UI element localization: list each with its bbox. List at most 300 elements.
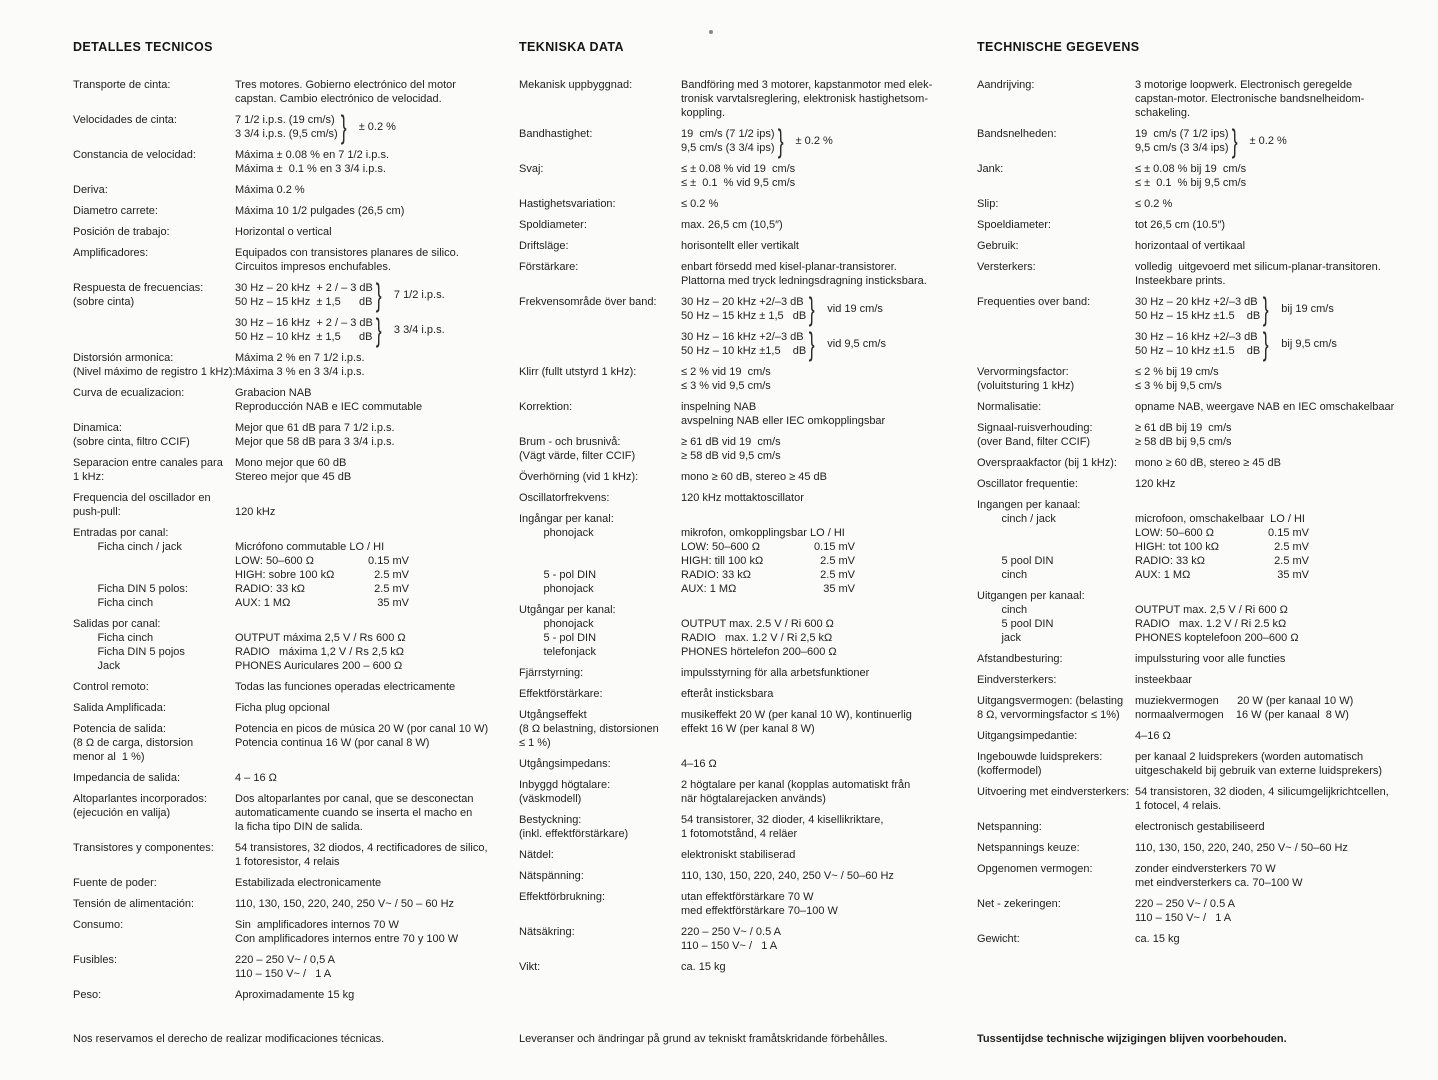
spec-label <box>977 295 1135 358</box>
spec-row <box>73 792 505 834</box>
spec-label-line: Salidas por canal: <box>73 618 161 630</box>
spec-row <box>519 491 963 505</box>
spec-value-left: AUX: 1 MΩ <box>1135 569 1191 581</box>
spec-label <box>977 897 1135 925</box>
spec-label <box>73 953 235 981</box>
spec-value-right: 35 mV <box>823 583 855 595</box>
spec-label <box>977 218 1135 232</box>
spec-value-line: 19 cm/s (7 1/2 ips) <box>1135 128 1229 140</box>
spec-value-line: capstan. Cambio electrónico de velocidad. <box>235 93 442 105</box>
spec-value-line: impulsstyrning för alla arbetsfunktioner <box>681 667 870 679</box>
spec-value-line: Mono mejor que 60 dB <box>235 457 347 469</box>
spec-label <box>519 260 681 288</box>
spec-value-line: Stereo mejor que 45 dB <box>235 471 352 483</box>
spec-row <box>73 225 505 239</box>
spec-label <box>519 813 681 841</box>
spec-label-line: Korrektion: <box>519 401 573 413</box>
spec-label-line: Posición de trabajo: <box>73 226 170 238</box>
spec-value <box>1135 477 1433 491</box>
spec-value-line: 110, 130, 150, 220, 240, 250 V~ / 50 – 60 Hz <box>235 898 455 910</box>
spec-row <box>519 778 963 806</box>
spec-row <box>73 421 505 449</box>
spec-label <box>519 869 681 883</box>
spec-row <box>73 386 505 414</box>
spec-label-line: Bestyckning: <box>519 814 582 826</box>
spec-label-line: Velocidades de cinta: <box>73 114 177 126</box>
spec-value-line: 4–16 Ω <box>681 758 717 770</box>
spec-value <box>235 421 505 449</box>
spec-value-line: 3 3/4 i.p.s. (9,5 cm/s) <box>235 128 338 140</box>
spec-row <box>519 960 963 974</box>
spec-row <box>519 260 963 288</box>
spec-value-line: 50 Hz – 10 kHz ±1.5 dB <box>1135 345 1261 357</box>
spec-label-line: (koffermodel) <box>977 765 1042 777</box>
spec-row <box>977 456 1433 470</box>
spec-row <box>73 701 505 715</box>
spec-value <box>681 666 963 680</box>
spec-label-line: Effektförstärkare: <box>519 688 603 700</box>
spec-label-line: Netspanning: <box>977 821 1042 833</box>
spec-value <box>681 512 963 596</box>
spec-value-line: 4 – 16 Ω <box>235 772 277 784</box>
spec-label <box>73 386 235 414</box>
spec-value <box>1135 162 1433 190</box>
spec-label-line: Ingebouwde luidsprekers: <box>977 751 1103 763</box>
value-brace-group <box>681 123 963 159</box>
spec-value <box>235 246 505 274</box>
value-brace-group <box>235 109 505 145</box>
brace-side-label: ± 0.2 % <box>1249 135 1287 147</box>
spec-value-line: Máxima ± 0.08 % en 7 1/2 i.p.s. <box>235 149 389 161</box>
spec-value-line: OUTPUT max. 2.5 V / Ri 600 Ω <box>681 618 834 630</box>
spec-value <box>1135 750 1433 778</box>
spec-value-line: zonder eindversterkers 70 W <box>1135 863 1276 875</box>
spec-value <box>1135 123 1433 159</box>
spec-value-line: opname NAB, weergave NAB en IEC omschakelbaar <box>1135 401 1395 413</box>
spec-label <box>519 470 681 484</box>
spec-value-line: 30 Hz – 16 kHz +2/–3 dB <box>1135 331 1258 343</box>
spec-label-line: Effektförbrukning: <box>519 891 606 903</box>
spec-value-line: OUTPUT max. 2,5 V / Ri 600 Ω <box>1135 604 1288 616</box>
spec-value-line: 50 Hz – 10 kHz ±1,5 dB <box>681 345 807 357</box>
spec-value <box>681 869 963 883</box>
spec-label-line: Inbyggd högtalare: <box>519 779 611 791</box>
spec-label <box>519 890 681 918</box>
spec-value <box>681 603 963 659</box>
spec-value <box>681 925 963 953</box>
spec-label-line: Overspraakfactor (bij 1 kHz): <box>977 457 1117 469</box>
spec-value <box>235 386 505 414</box>
spec-value <box>1135 218 1433 232</box>
spec-row <box>977 589 1433 645</box>
spec-value <box>1135 589 1433 645</box>
spec-label <box>519 960 681 974</box>
spec-label <box>977 421 1135 449</box>
spec-value-line <box>235 617 505 631</box>
spec-label-line: Ficha DIN 5 polos: <box>73 583 188 595</box>
spec-label <box>73 204 235 218</box>
spec-value-line: 120 kHz <box>235 506 276 518</box>
spec-label-line: Constancia de velocidad: <box>73 149 196 161</box>
spec-label-line: (sobre cinta) <box>73 296 135 308</box>
spec-value <box>681 491 963 505</box>
spec-value-line: Máxima 0.2 % <box>235 184 305 196</box>
spec-value-line: Máxima 2 % en 7 1/2 i.p.s. <box>235 352 365 364</box>
spec-label <box>977 365 1135 393</box>
spec-value <box>1135 897 1433 925</box>
spec-label <box>73 988 235 1002</box>
spec-label-line: phonojack <box>519 527 594 539</box>
spec-value <box>235 183 505 197</box>
spec-label-line: Fuente de poder: <box>73 877 157 889</box>
spec-value-line: mono ≥ 60 dB, stereo ≥ 45 dB <box>1135 457 1281 469</box>
spec-label-line: Ficha cinch / jack <box>73 541 182 553</box>
spec-value-line: Grabacion NAB <box>235 387 312 399</box>
spec-label-line: Fusibles: <box>73 954 118 966</box>
spec-row <box>519 603 963 659</box>
spec-value-line: 30 Hz – 20 kHz + 2 / – 3 dB <box>235 282 373 294</box>
footer-note-spanish: Nos reservamos el derecho de realizar modificaciones técnicas. <box>73 1033 385 1045</box>
brace-lines <box>235 281 373 309</box>
spec-value-line: 110 – 150 V~ / 1 A <box>1135 912 1232 924</box>
spec-label-line: Frekvensområde över band: <box>519 296 657 308</box>
spec-value-line: Ficha plug opcional <box>235 702 330 714</box>
spec-value-line: 54 transistores, 32 diodos, 4 rectificadores de silico, <box>235 842 488 854</box>
spec-value-line: mikrofon, omkopplingsbar LO / HI <box>681 527 845 539</box>
spec-value-line: microfoon, omschakelbaar LO / HI <box>1135 513 1305 525</box>
value-brace-group <box>235 312 505 348</box>
spec-label-line: 5 - pol DIN <box>519 569 597 581</box>
spec-value-right: 2.5 mV <box>820 555 855 567</box>
brace-icon: } <box>1262 326 1269 362</box>
spec-label-line: (over Band, filter CCIF) <box>977 436 1091 448</box>
spec-value-line: ≤ 3 % vid 9,5 cm/s <box>681 380 771 392</box>
spec-label-line: Ficha cinch <box>73 632 154 644</box>
brace-side-label: vid 9,5 cm/s <box>827 338 886 350</box>
spec-value <box>1135 78 1433 120</box>
spec-value <box>681 239 963 253</box>
spec-label <box>977 239 1135 253</box>
spec-row <box>977 694 1433 722</box>
spec-row <box>73 897 505 911</box>
spec-label-line: cinch <box>977 569 1028 581</box>
spec-label <box>73 701 235 715</box>
spec-value-line: 50 Hz – 15 kHz ±1.5 dB <box>1135 310 1261 322</box>
spec-label-line: Consumo: <box>73 919 124 931</box>
spec-row <box>73 109 505 145</box>
spec-value-line: capstan-motor. Electronische bandsnelheidom- <box>1135 93 1365 105</box>
spec-label-line <box>977 526 1135 540</box>
scan-speck <box>709 30 713 34</box>
spec-label-line: Net - zekeringen: <box>977 898 1061 910</box>
spec-value-line: 3 motorige loopwerk. Electronisch geregelde <box>1135 79 1353 91</box>
spec-row <box>977 218 1433 232</box>
footer-note-dutch: Tussentijdse technische wijzigingen blijven voorbehouden. <box>977 1033 1287 1045</box>
spec-label-line: Salida Amplificada: <box>73 702 166 714</box>
spec-label-line: phonojack <box>519 583 594 595</box>
spec-label-line: Respuesta de frecuencias: <box>73 282 204 294</box>
spec-value <box>1135 673 1433 687</box>
spec-value-left: LOW: 50–600 Ω <box>681 541 760 553</box>
spec-value-left: LOW: 50–600 Ω <box>235 555 314 567</box>
brace-side-label: bij 19 cm/s <box>1281 303 1334 315</box>
spec-row <box>73 722 505 764</box>
spec-label-line: Afstandbesturing: <box>977 653 1063 665</box>
spec-label-line: cinch <box>977 604 1028 616</box>
spec-value-line: 1 fotoresistor, 4 relais <box>235 856 340 868</box>
spec-label-line: Curva de ecualizacion: <box>73 387 185 399</box>
spec-value <box>235 841 505 869</box>
spec-label <box>73 183 235 197</box>
spec-value <box>681 960 963 974</box>
spec-value-right: 2.5 mV <box>820 569 855 581</box>
spec-label <box>73 491 235 519</box>
spec-row <box>73 351 505 379</box>
spec-row <box>977 421 1433 449</box>
spec-value-line: 30 Hz – 20 kHz +2/–3 dB <box>1135 296 1258 308</box>
brace-icon: } <box>340 109 347 145</box>
spec-label-line: Netspannings keuze: <box>977 842 1080 854</box>
spec-value-line: 220 – 250 V~ / 0.5 A <box>1135 898 1235 910</box>
spec-value-line: när högtalarejacken används) <box>681 793 826 805</box>
spec-value <box>681 708 963 750</box>
spec-value-line: ≤ ± 0.08 % vid 19 cm/s <box>681 163 796 175</box>
spec-label <box>73 148 235 176</box>
spec-value-left: AUX: 1 MΩ <box>681 583 737 595</box>
spec-row <box>73 204 505 218</box>
spec-label <box>519 603 681 659</box>
brace-lines <box>1135 127 1229 155</box>
spec-label-line: Ingangen per kanaal: <box>977 499 1081 511</box>
spec-label-line: Eindversterkers: <box>977 674 1057 686</box>
spec-row <box>73 277 505 348</box>
spec-value-line: 30 Hz – 16 kHz + 2 / – 3 dB <box>235 317 373 329</box>
spec-label-line: menor al 1 %) <box>73 751 145 763</box>
spec-row <box>977 162 1433 190</box>
spec-label <box>977 785 1135 813</box>
spec-value <box>235 771 505 785</box>
spec-label-line: Bandhastighet: <box>519 128 593 140</box>
spec-value-left: RADIO: 33 kΩ <box>235 583 305 595</box>
spec-label-line: Uitgangsvermogen: (belasting <box>977 695 1124 707</box>
spec-value-line: max. 26,5 cm (10,5″) <box>681 219 783 231</box>
spec-value-line: Estabilizada electronicamente <box>235 877 382 889</box>
spec-row <box>977 841 1433 855</box>
spec-value-line: ≤ 3 % bij 9,5 cm/s <box>1135 380 1222 392</box>
spec-label <box>519 162 681 190</box>
spec-value <box>235 204 505 218</box>
spec-value-line: Insteekbare prints. <box>1135 275 1226 287</box>
spec-label <box>977 694 1135 722</box>
spec-value-line <box>681 512 963 526</box>
value-brace-group <box>1135 326 1433 362</box>
spec-value-line: Máxima ± 0.1 % en 3 3/4 i.p.s. <box>235 163 386 175</box>
spec-row <box>977 729 1433 743</box>
spec-row <box>977 498 1433 582</box>
spec-row <box>977 477 1433 491</box>
spec-row <box>519 848 963 862</box>
spec-label <box>73 281 235 344</box>
spec-value <box>235 680 505 694</box>
spec-label <box>519 127 681 155</box>
spec-label-line: Tensión de alimentación: <box>73 898 195 910</box>
spec-value <box>681 813 963 841</box>
spec-label-line: Spoldiameter: <box>519 219 587 231</box>
spec-label-line: Hastighetsvariation: <box>519 198 616 210</box>
spec-label-line: Oscillatorfrekvens: <box>519 492 610 504</box>
spec-label-line: (8 Ω de carga, distorsion <box>73 737 194 749</box>
spec-row <box>519 666 963 680</box>
spec-value-line: met eindversterkers ca. 70–100 W <box>1135 877 1303 889</box>
spec-label <box>519 757 681 771</box>
spec-row <box>519 470 963 484</box>
spec-value <box>1135 400 1433 414</box>
spec-label-line: Ingångar per kanal: <box>519 513 614 525</box>
spec-label <box>977 260 1135 288</box>
spec-label-line: Nätsäkring: <box>519 926 575 938</box>
spec-label <box>73 526 235 610</box>
spec-value-line: Plattorna med tryck ledningsdragning insticksbara. <box>681 275 927 287</box>
spec-value <box>681 218 963 232</box>
brace-side-label: ± 0.2 % <box>795 135 833 147</box>
spec-value-line: 1 fotomotstånd, 4 reläer <box>681 828 798 840</box>
spec-value-line: 220 – 250 V~ / 0,5 A <box>235 954 335 966</box>
spec-label <box>519 197 681 211</box>
spec-value-line: ≤ 2 % bij 19 cm/s <box>1135 366 1219 378</box>
spec-value <box>1135 498 1433 582</box>
spec-value-line <box>235 582 505 596</box>
spec-value-line: Equipados con transistores planares de silico. <box>235 247 459 259</box>
spec-value-line: ≤ ± 0.1 % vid 9,5 cm/s <box>681 177 796 189</box>
spec-value-line: ≥ 61 dB vid 19 cm/s <box>681 436 781 448</box>
spec-value-line: 110, 130, 150, 220, 240, 250 V~ / 50–60 Hz <box>681 870 894 882</box>
spec-label-line: Slip: <box>977 198 999 210</box>
spec-label <box>977 456 1135 470</box>
spec-value-left: HIGH: sobre 100 kΩ <box>235 569 335 581</box>
spec-value-line: 220 – 250 V~ / 0.5 A <box>681 926 781 938</box>
spec-label-line: Diametro carrete: <box>73 205 158 217</box>
spec-value-line: Potencia en picos de música 20 W (por canal 10 W) <box>235 723 489 735</box>
brace-side-label: vid 19 cm/s <box>827 303 883 315</box>
spec-row <box>519 687 963 701</box>
spec-value-line: 110 – 150 V~ / 1 A <box>681 940 778 952</box>
value-brace-group <box>681 291 963 327</box>
spec-label <box>73 113 235 141</box>
spec-value-line <box>1135 498 1433 512</box>
spec-label-line: Altoparlantes incorporados: <box>73 793 207 805</box>
spec-label-line: Peso: <box>73 989 102 1001</box>
spec-value-line: ≤ ± 0.1 % bij 9,5 cm/s <box>1135 177 1247 189</box>
spec-row <box>977 197 1433 211</box>
spec-value-left: RADIO: 33 kΩ <box>681 569 751 581</box>
spec-rows-dutch <box>977 78 1433 946</box>
spec-row <box>977 78 1433 120</box>
spec-value-left: HIGH: till 100 kΩ <box>681 555 764 567</box>
brace-icon: } <box>1231 123 1238 159</box>
spec-value-line: 50 Hz – 15 kHz ± 1,5 dB <box>681 310 807 322</box>
spec-row <box>519 239 963 253</box>
spec-row <box>977 123 1433 159</box>
spec-value-line <box>235 526 505 540</box>
spec-row <box>977 260 1433 288</box>
spec-label-line: Potencia de salida: <box>73 723 166 735</box>
spec-value-line <box>235 596 505 610</box>
spec-value <box>235 617 505 673</box>
spec-value <box>681 778 963 806</box>
spec-label <box>73 918 235 946</box>
spec-label <box>73 456 235 484</box>
spec-row <box>73 953 505 981</box>
spec-value-line: ≥ 58 dB vid 9,5 cm/s <box>681 450 781 462</box>
spec-value-line: elektroniskt stabiliserad <box>681 849 796 861</box>
spec-label <box>519 848 681 862</box>
spec-value <box>681 435 963 463</box>
spec-label-line: telefonjack <box>519 646 597 658</box>
spec-value-line: electronisch gestabiliseerd <box>1135 821 1265 833</box>
spec-value <box>681 162 963 190</box>
spec-value <box>1135 197 1433 211</box>
spec-value <box>235 78 505 106</box>
spec-value <box>235 526 505 610</box>
spec-row <box>519 869 963 883</box>
spec-label-line: Brum - och brusnivå: <box>519 436 621 448</box>
spec-value <box>235 148 505 176</box>
spec-label <box>519 491 681 505</box>
brace-icon: } <box>808 291 815 327</box>
brace-icon: } <box>808 326 815 362</box>
spec-value-line: ≤ ± 0.08 % bij 19 cm/s <box>1135 163 1247 175</box>
spec-label <box>977 820 1135 834</box>
spec-label-line: Spoeldiameter: <box>977 219 1051 231</box>
spec-value-left: LOW: 50–600 Ω <box>1135 527 1214 539</box>
spec-value <box>1135 365 1433 393</box>
spec-value <box>681 123 963 159</box>
spec-label <box>519 295 681 358</box>
spec-label <box>977 729 1135 743</box>
spec-label <box>977 400 1135 414</box>
spec-value-line: Aproximadamente 15 kg <box>235 989 355 1001</box>
spec-row <box>73 918 505 946</box>
spec-value-line: tronisk varvtalsreglering, elektronisk hastighetsom- <box>681 93 928 105</box>
spec-value-right: 2.5 mV <box>374 569 409 581</box>
spec-value-line: ≥ 58 dB bij 9,5 cm/s <box>1135 436 1232 448</box>
spec-label <box>73 351 235 379</box>
spec-value-line: uitgeschakeld bij gebruik van externe luidsprekers) <box>1135 765 1383 777</box>
spec-value-line: ≤ 0.2 % <box>1135 198 1173 210</box>
brace-lines <box>681 295 806 323</box>
spec-row <box>73 526 505 610</box>
spec-value-line: automaticamente cuando se inserta el macho en <box>235 807 473 819</box>
spec-value-line: med effektförstärkare 70–100 W <box>681 905 838 917</box>
spec-label <box>977 78 1135 120</box>
spec-value-line <box>681 582 963 596</box>
value-brace-group <box>681 326 963 362</box>
spec-label <box>73 617 235 673</box>
spec-value-line: utan effektförstärkare 70 W <box>681 891 814 903</box>
spec-label-line: Svaj: <box>519 163 544 175</box>
spec-value-line: RADIO máxima 1,2 V / Rs 2,5 kΩ <box>235 646 404 658</box>
spec-label-line: Mekanisk uppbyggnad: <box>519 79 633 91</box>
spec-label <box>977 673 1135 687</box>
spec-row <box>977 365 1433 393</box>
spec-label-line: Oscillator frequentie: <box>977 478 1078 490</box>
spec-value <box>1135 862 1433 890</box>
spec-value <box>1135 729 1433 743</box>
spec-value-right: 2.5 mV <box>374 583 409 595</box>
spec-label <box>977 477 1135 491</box>
spec-label-line: (voluitsturing 1 kHz) <box>977 380 1075 392</box>
spec-value-line: 54 transistorer, 32 dioder, 4 kisellikriktare, <box>681 814 884 826</box>
